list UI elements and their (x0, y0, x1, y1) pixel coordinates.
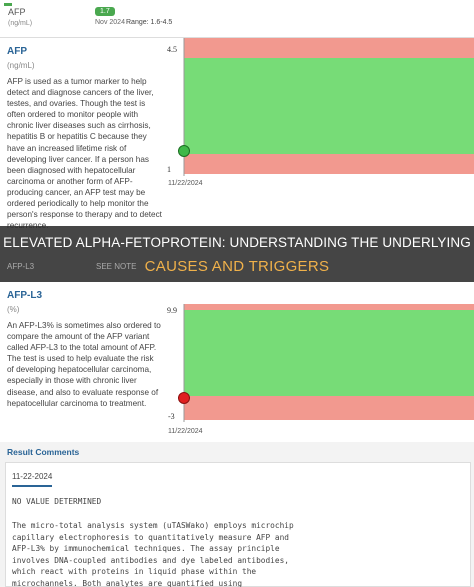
afp-l3-normal-band (184, 310, 474, 396)
value-badge: 1.7 (95, 7, 115, 16)
afp-l3-unit: (%) (7, 305, 20, 314)
afp-y-bottom-label: 1 (167, 165, 171, 174)
ghost-see-note-badge: SEE NOTE (96, 262, 137, 271)
afp-low-band (184, 154, 474, 174)
afp-normal-band (184, 58, 474, 154)
article-title-banner (0, 226, 474, 286)
top-range-text: Range: 1.6-4.5 (126, 19, 173, 26)
afp-description: AFP is used as a tumor marker to help detect and diagnose cancers of the liver, testes, and ovaries. Though the test is often ordered to monitor people with chronic liver diseases such as cirrhosis, hepatitis B or hepatitis C because they have an increased lifetime risk of developing liver cancer. If a person has been diagnosed with hepatocellular carcinoma or another form of AFP-producing cancer, an AFP test may be ordered periodically to help monitor the person's response to therapy and to detect (7, 77, 162, 220)
afp-unit: (ng/mL) (7, 61, 35, 70)
ghost-afp-l3-label: AFP-L3 (7, 262, 35, 271)
afp-l3-data-point[interactable] (179, 393, 190, 404)
afp-l3-y-bottom-label: -3 (168, 412, 175, 421)
afp-l3-y-top-label: 9.9 (167, 306, 177, 315)
afp-title: AFP (7, 46, 27, 57)
top-result-bar[interactable] (0, 0, 474, 38)
top-test-name: AFP (8, 7, 26, 17)
afp-y-top-label: 4.5 (167, 45, 177, 54)
comment-line: microchannels. Both analytes are quantified using (12, 578, 243, 587)
afp-chart (165, 38, 474, 188)
article-title-line2: CAUSES AND TRIGGERS (144, 258, 330, 275)
afp-l3-result-card (0, 282, 474, 442)
top-result-date: Nov 2024 (95, 19, 125, 26)
status-indicator (4, 3, 12, 6)
afp-l3-x-label: 11/22/2024 (168, 428, 203, 434)
afp-l3-chart (165, 304, 474, 434)
no-value-text: NO VALUE DETERMINED (12, 497, 102, 506)
top-test-unit: (ng/mL) (8, 20, 33, 27)
comment-line: which react with proteins in liquid phase within the (12, 567, 257, 576)
afp-l3-title: AFP-L3 (7, 290, 42, 301)
afp-l3-description: An AFP-L3% is sometimes also ordered to compare the amount of the AFP variant called AFP-L3 to the total amount of AFP. The test is used to help evaluate the risk of developing hepatocellular carcinoma, especially in those with chronic liver disease, and also to evaluate response of hepatocellular carcinoma to treatment. (7, 321, 161, 408)
result-date-tab[interactable]: 11-22-2024 (12, 469, 52, 487)
afp-data-point[interactable] (179, 146, 190, 157)
result-comments-heading: Result Comments (7, 447, 80, 457)
article-title-line1: ELEVATED ALPHA-FETOPROTEIN: UNDERSTANDING THE UNDERLYING (3, 235, 471, 250)
comment-line: The micro-total analysis system (uTASWako) employs microchip (12, 521, 294, 530)
afp-x-label: 11/22/2024 (168, 180, 203, 187)
afp-high-band (184, 38, 474, 58)
result-comments-panel (5, 462, 471, 587)
afp-l3-high-band (184, 304, 474, 310)
afp-l3-low-band (184, 396, 474, 420)
comment-line: capillary electrophoresis to quantitatively measure AFP and (12, 532, 289, 542)
comment-line: AFP-L3% by immunochemical techniques. The assay principle (12, 544, 280, 553)
afp-result-card (0, 38, 474, 238)
comment-line: involves DNA-coupled antibodies and dye labeled antibodies, (12, 555, 289, 565)
